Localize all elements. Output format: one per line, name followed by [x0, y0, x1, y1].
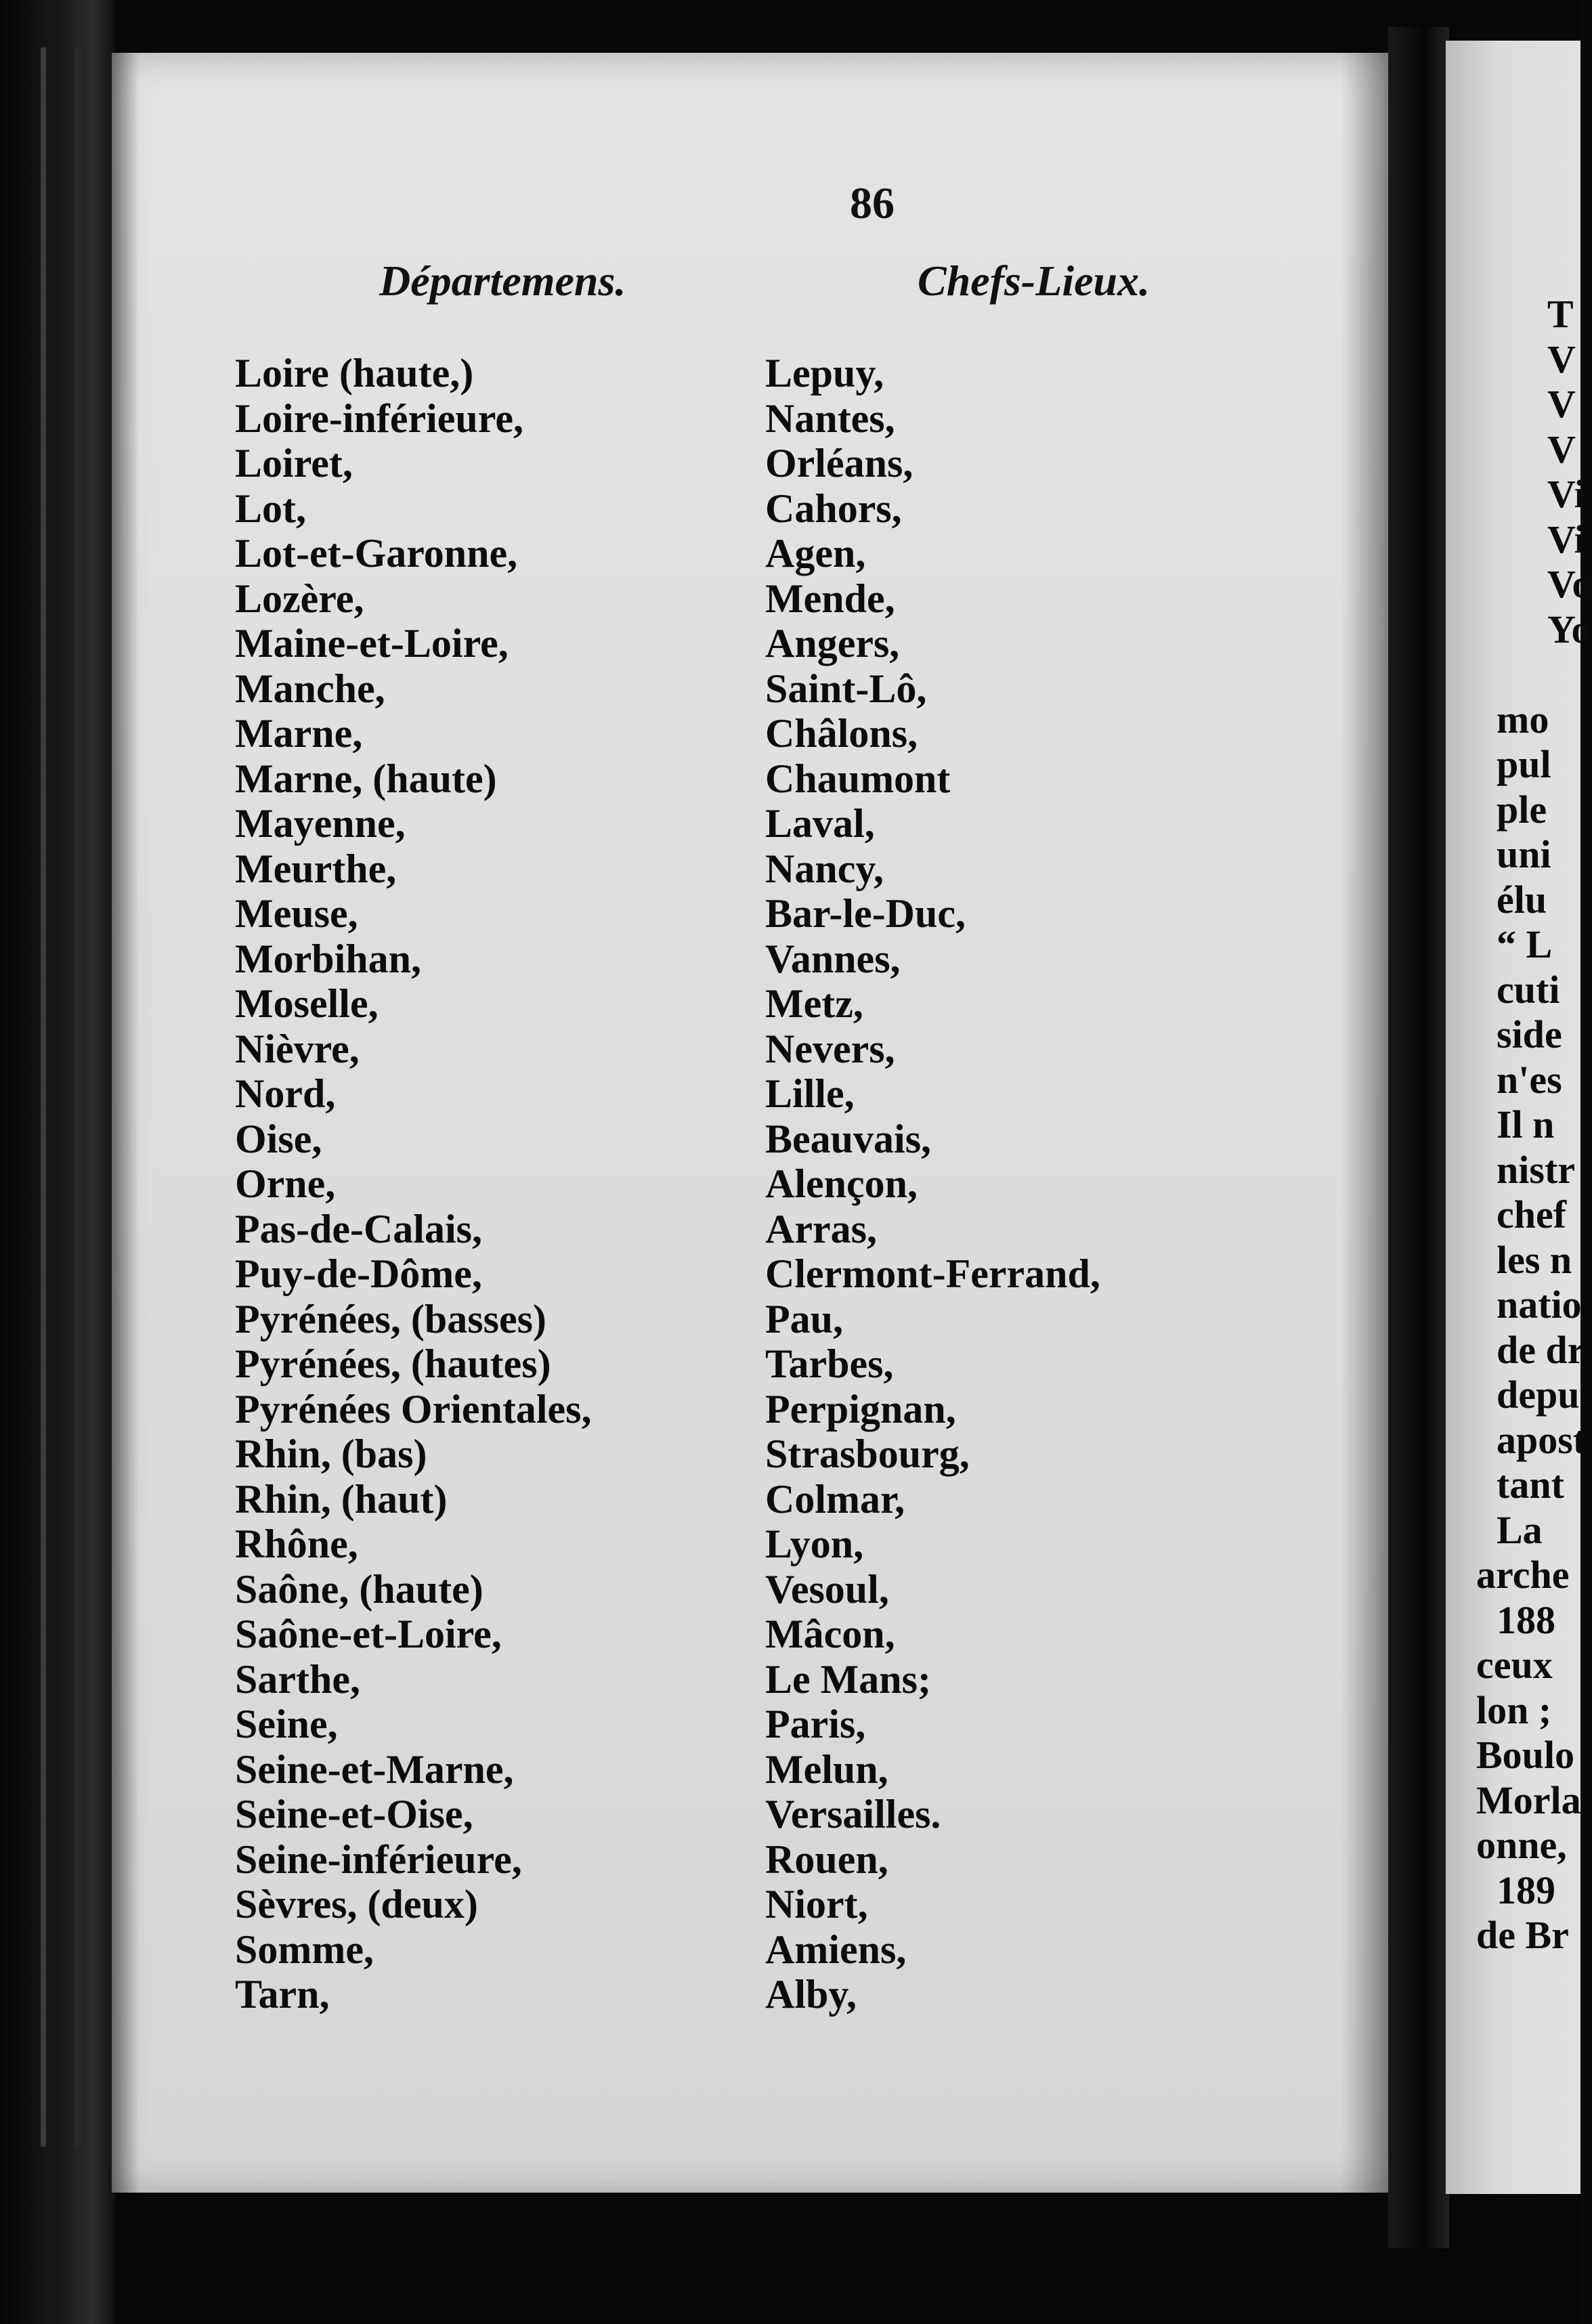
department-entry: Seine-et-Marne,: [235, 1746, 514, 1792]
department-entry: Maine-et-Loire,: [235, 621, 509, 666]
facing-page-line: uni: [1497, 832, 1551, 876]
capital-entry: Colmar,: [765, 1476, 905, 1522]
facing-page-line: La: [1497, 1507, 1543, 1552]
facing-page-line: lon ;: [1476, 1687, 1552, 1732]
capital-entry: Alby,: [765, 1972, 857, 2017]
facing-page-line: depu: [1497, 1373, 1580, 1417]
facing-page-line: Vo: [1547, 562, 1592, 606]
facing-page-line: side: [1497, 1012, 1562, 1056]
facing-page-line: cuti: [1497, 967, 1560, 1012]
department-entry: Loire-inférieure,: [235, 395, 523, 441]
heading-capitals: Chefs-Lieux.: [918, 257, 1150, 305]
facing-page-line: ple: [1497, 787, 1547, 832]
capital-entry: Tarbes,: [765, 1341, 894, 1386]
department-entry: Lot-et-Garonne,: [235, 531, 518, 576]
department-entry: Marne,: [235, 711, 363, 756]
capital-entry: Le Mans;: [765, 1656, 931, 1702]
facing-page-line: de dr: [1497, 1327, 1585, 1372]
facing-page-line: ceux: [1476, 1643, 1553, 1687]
facing-page-line: Morla: [1476, 1778, 1581, 1822]
department-entry: Loiret,: [235, 441, 353, 486]
facing-page-line: V: [1547, 427, 1576, 471]
department-entry: Sarthe,: [235, 1656, 360, 1702]
book-gutter: [1388, 27, 1449, 2248]
department-entry: Morbihan,: [235, 936, 422, 981]
capital-entry: Beauvais,: [765, 1116, 932, 1161]
capital-entry: Versailles.: [765, 1792, 941, 1836]
department-entry: Seine-et-Oise,: [235, 1792, 473, 1836]
capital-entry: Lyon,: [765, 1522, 864, 1566]
left-page: [112, 53, 1388, 2193]
book-edge-line: [41, 47, 46, 2147]
department-entry: Loire (haute,): [235, 351, 474, 395]
capital-entry: Laval,: [765, 801, 875, 846]
facing-page-fragment: [1446, 41, 1592, 2194]
capital-entry: Châlons,: [765, 711, 918, 756]
capital-entry: Rouen,: [765, 1836, 888, 1882]
department-entry: Lot,: [235, 486, 306, 531]
facing-page-line: mo: [1497, 697, 1549, 741]
department-entry: Orne,: [235, 1161, 336, 1206]
page-shadow: [112, 53, 139, 2193]
capital-entry: Lepuy,: [765, 351, 884, 395]
capital-entry: Clermont-Ferrand,: [765, 1251, 1100, 1296]
facing-page-line: arche: [1476, 1553, 1570, 1597]
department-entry: Nièvre,: [235, 1026, 360, 1071]
capital-entry: Amiens,: [765, 1927, 907, 1972]
capital-entry: Melun,: [765, 1746, 888, 1792]
page-fold-shadow: [1341, 53, 1388, 2193]
facing-page-line: chef: [1497, 1192, 1567, 1236]
department-entry: Saône, (haute): [235, 1566, 483, 1612]
department-entry: Tarn,: [235, 1972, 330, 2017]
capital-entry: Agen,: [765, 531, 866, 576]
facing-page-line: nistr: [1497, 1147, 1575, 1192]
department-entry: Oise,: [235, 1116, 322, 1161]
department-entry: Mayenne,: [235, 801, 406, 846]
department-entry: Pas-de-Calais,: [235, 1206, 482, 1251]
facing-page-line: n'es: [1497, 1057, 1562, 1102]
capital-entry: Strasbourg,: [765, 1432, 970, 1476]
department-entry: Seine-inférieure,: [235, 1836, 522, 1882]
facing-page-line: Yo: [1547, 607, 1591, 651]
capital-entry: Perpignan,: [765, 1386, 956, 1432]
capital-entry: Mende,: [765, 576, 895, 621]
capital-entry: Arras,: [765, 1206, 877, 1251]
facing-page-line: pul: [1497, 742, 1551, 786]
department-entry: Nord,: [235, 1071, 336, 1116]
facing-page-line: 188: [1497, 1597, 1555, 1642]
capital-entry: Bar-le-Duc,: [765, 891, 966, 936]
department-entry: Pyrénées, (hautes): [235, 1341, 551, 1386]
capital-entry: Orléans,: [765, 441, 913, 486]
capital-entry: Cahors,: [765, 486, 902, 531]
capital-entry: Vannes,: [765, 936, 901, 981]
department-entry: Moselle,: [235, 981, 379, 1026]
department-entry: Rhin, (bas): [235, 1432, 427, 1476]
book-edge-left: [0, 0, 115, 2324]
capital-entry: Nantes,: [765, 395, 895, 441]
capital-entry: Metz,: [765, 981, 863, 1026]
facing-page-line: élu: [1497, 877, 1547, 922]
capital-entry: Mâcon,: [765, 1612, 895, 1656]
capital-entry: Niort,: [765, 1882, 868, 1927]
facing-page-line: “ L: [1497, 922, 1553, 966]
department-entry: Pyrénées, (basses): [235, 1296, 546, 1341]
department-entry: Rhône,: [235, 1522, 358, 1566]
department-entry: Seine,: [235, 1702, 338, 1746]
facing-page-line: onne,: [1476, 1823, 1567, 1867]
department-entry: Puy-de-Dôme,: [235, 1251, 482, 1296]
facing-page-line: V: [1547, 382, 1576, 426]
departments-list: [235, 351, 592, 2017]
book-edge-line: [74, 47, 81, 2147]
capital-entry: Alençon,: [765, 1161, 918, 1206]
capitals-list: [765, 351, 1100, 2017]
facing-page-line: natio: [1497, 1283, 1582, 1327]
department-entry: Meurthe,: [235, 846, 397, 891]
capital-entry: Vesoul,: [765, 1566, 889, 1612]
capital-entry: Nancy,: [765, 846, 884, 891]
capital-entry: Nevers,: [765, 1026, 895, 1071]
facing-page-line: Vi: [1547, 472, 1585, 516]
department-entry: Pyrénées Orientales,: [235, 1386, 592, 1432]
facing-page-line: V: [1547, 337, 1576, 381]
capital-entry: Saint-Lô,: [765, 666, 927, 711]
department-entry: Somme,: [235, 1927, 374, 1972]
capital-entry: Chaumont: [765, 756, 951, 801]
page-number: 86: [850, 179, 895, 228]
department-entry: Rhin, (haut): [235, 1476, 448, 1522]
facing-page-line: Il n: [1497, 1102, 1555, 1146]
capital-entry: Pau,: [765, 1296, 844, 1341]
heading-departments: Départemens.: [379, 257, 626, 305]
department-entry: Meuse,: [235, 891, 358, 936]
capital-entry: Paris,: [765, 1702, 866, 1746]
facing-page-line: T: [1547, 292, 1574, 336]
facing-page-line: apost: [1497, 1417, 1587, 1462]
department-entry: Saône-et-Loire,: [235, 1612, 502, 1656]
facing-page-line: 189: [1497, 1868, 1555, 1912]
department-entry: Lozère,: [235, 576, 364, 621]
facing-page-line: tant: [1497, 1463, 1564, 1507]
facing-page-line: les n: [1497, 1237, 1572, 1282]
facing-page-line: Boulo: [1476, 1733, 1575, 1777]
department-entry: Manche,: [235, 666, 385, 711]
department-entry: Sèvres, (deux): [235, 1882, 478, 1927]
capital-entry: Angers,: [765, 621, 900, 666]
facing-page-line: de Br: [1476, 1913, 1569, 1957]
facing-page-line: Vi: [1547, 517, 1585, 561]
department-entry: Marne, (haute): [235, 756, 497, 801]
capital-entry: Lille,: [765, 1071, 855, 1116]
